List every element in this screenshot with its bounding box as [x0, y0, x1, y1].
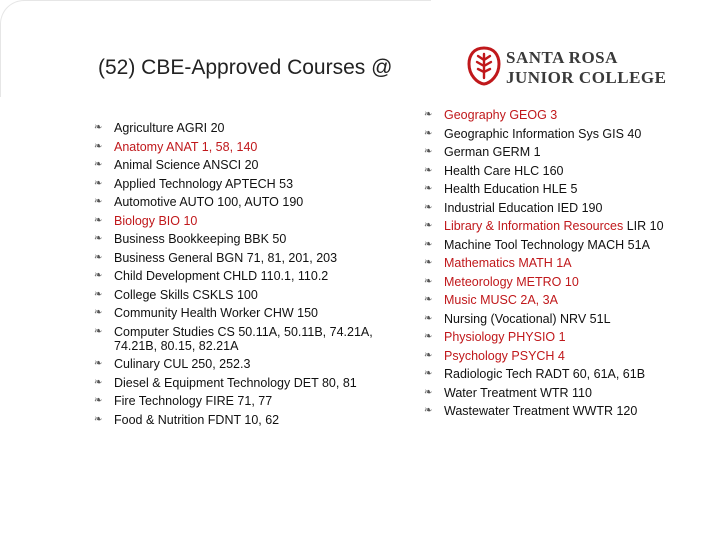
- course-list-item: [94, 195, 414, 209]
- bullet-icon: ❧: [94, 395, 103, 406]
- course-name: Music MUSC 2A, 3A: [444, 293, 558, 307]
- course-name: Mathematics MATH 1A: [444, 256, 572, 270]
- bullet-icon: ❧: [424, 405, 433, 416]
- course-list-item: [424, 164, 714, 178]
- course-name: Computer Studies CS 50.11A, 50.11B, 74.21A, 74.21B, 80.15, 82.21A: [114, 324, 373, 353]
- bullet-icon: ❧: [424, 331, 433, 342]
- course-list-item: [94, 121, 414, 135]
- logo-line-1: SANTA ROSA: [506, 48, 618, 67]
- course-list-item: [424, 256, 714, 270]
- bullet-icon: ❧: [424, 183, 433, 194]
- bullet-icon: ❧: [424, 164, 433, 176]
- bullet-icon: ❧: [424, 275, 433, 287]
- course-list-item: [94, 214, 414, 228]
- course-list-item: [94, 251, 414, 265]
- course-list-item: [94, 288, 414, 302]
- course-list-item: [94, 413, 414, 427]
- course-name: Agriculture AGRI 20: [114, 121, 225, 135]
- course-list-item: [424, 219, 714, 233]
- course-list-item: [424, 312, 714, 326]
- bullet-icon: ❧: [94, 122, 103, 133]
- course-name: Geography GEOG 3: [444, 108, 558, 122]
- course-list-item: [94, 140, 414, 154]
- course-list-item: [94, 357, 414, 371]
- course-name: Physiology PHYSIO 1: [444, 330, 566, 344]
- bullet-icon: ❧: [94, 196, 103, 207]
- course-name: Animal Science ANSCI 20: [114, 158, 259, 172]
- course-name: Psychology PSYCH 4: [444, 348, 565, 363]
- course-list-item: [424, 145, 714, 159]
- bullet-icon: ❧: [424, 201, 433, 213]
- course-name: Food & Nutrition FDNT 10, 62: [114, 412, 280, 427]
- oak-leaf-seal-icon: [466, 46, 502, 86]
- course-name: Nursing (Vocational) NRV 51L: [444, 311, 611, 326]
- course-list-item: [424, 386, 714, 400]
- page-title: (52) CBE-Approved Courses @: [98, 56, 393, 79]
- course-name: Radiologic Tech RADT 60, 61A, 61B: [444, 367, 646, 381]
- course-name: Child Development CHLD 110.1, 110.2: [114, 269, 329, 283]
- bullet-icon: ❧: [94, 413, 103, 425]
- course-name: Diesel & Equipment Technology DET 80, 81: [114, 375, 357, 390]
- course-name: Business General BGN 71, 81, 201, 203: [114, 250, 338, 265]
- course-list-item: [424, 275, 714, 289]
- course-list-item: [424, 330, 714, 344]
- bullet-icon: ❧: [424, 109, 433, 120]
- course-list-item: [94, 376, 414, 390]
- course-list-item: [424, 127, 714, 141]
- bullet-icon: ❧: [94, 288, 103, 300]
- course-list-item: [94, 394, 414, 408]
- bullet-icon: ❧: [424, 146, 433, 157]
- course-list-item: [94, 158, 414, 172]
- bullet-icon: ❧: [94, 159, 103, 170]
- course-list-item: [424, 238, 714, 252]
- course-list-item: [424, 108, 714, 122]
- bullet-icon: ❧: [94, 214, 103, 226]
- course-list-item: [424, 367, 714, 381]
- course-name: Industrial Education IED 190: [444, 200, 603, 215]
- course-list-item: [424, 349, 714, 363]
- bullet-icon: ❧: [94, 358, 103, 369]
- bullet-icon: ❧: [94, 325, 103, 337]
- course-list-left: [94, 121, 414, 431]
- logo-line-2: JUNIOR COLLEGE: [506, 68, 667, 87]
- bullet-icon: ❧: [94, 140, 103, 152]
- course-code: LIR 10: [623, 219, 664, 233]
- bullet-icon: ❧: [94, 233, 103, 244]
- course-name: Automotive AUTO 100, AUTO 190: [114, 195, 304, 209]
- course-name: Health Education HLE 5: [444, 182, 578, 196]
- course-name: Community Health Worker CHW 150: [114, 306, 318, 320]
- course-name: Fire Technology FIRE 71, 77: [114, 394, 273, 408]
- course-name: Wastewater Treatment WWTR 120: [444, 404, 638, 418]
- bullet-icon: ❧: [94, 251, 103, 263]
- course-list-item: [424, 182, 714, 196]
- bullet-icon: ❧: [424, 386, 433, 398]
- bullet-icon: ❧: [424, 220, 433, 231]
- course-name: Machine Tool Technology MACH 51A: [444, 237, 650, 252]
- bullet-icon: ❧: [94, 376, 103, 388]
- course-list-right: [424, 108, 714, 423]
- bullet-icon: ❧: [424, 127, 433, 139]
- course-name: Culinary CUL 250, 252.3: [114, 357, 251, 371]
- slide-corner-decoration: [0, 0, 431, 97]
- course-list-item: [424, 293, 714, 307]
- college-logo: [466, 46, 667, 90]
- course-name: Business Bookkeeping BBK 50: [114, 232, 287, 246]
- course-list-item: [94, 232, 414, 246]
- course-name: College Skills CSKLS 100: [114, 287, 258, 302]
- course-name: Biology BIO 10: [114, 213, 198, 228]
- course-name: Applied Technology APTECH 53: [114, 176, 294, 191]
- course-name: Health Care HLC 160: [444, 163, 564, 178]
- course-name: Geographic Information Sys GIS 40: [444, 126, 642, 141]
- course-name: Water Treatment WTR 110: [444, 385, 592, 400]
- course-name: Anatomy ANAT 1, 58, 140: [114, 139, 258, 154]
- bullet-icon: ❧: [424, 312, 433, 324]
- course-list-item: [94, 269, 414, 283]
- bullet-icon: ❧: [94, 177, 103, 189]
- course-list-item: [94, 177, 414, 191]
- course-list-item: [94, 306, 414, 320]
- bullet-icon: ❧: [424, 368, 433, 379]
- course-list-item: [424, 404, 714, 418]
- bullet-icon: ❧: [424, 257, 433, 268]
- course-list-item: [94, 325, 414, 353]
- bullet-icon: ❧: [424, 294, 433, 305]
- bullet-icon: ❧: [94, 307, 103, 318]
- course-name: German GERM 1: [444, 145, 541, 159]
- bullet-icon: ❧: [424, 349, 433, 361]
- course-list-item: [424, 201, 714, 215]
- course-name: Library & Information Resources LIR 10: [444, 219, 664, 233]
- course-name: Meteorology METRO 10: [444, 274, 579, 289]
- bullet-icon: ❧: [424, 238, 433, 250]
- bullet-icon: ❧: [94, 270, 103, 281]
